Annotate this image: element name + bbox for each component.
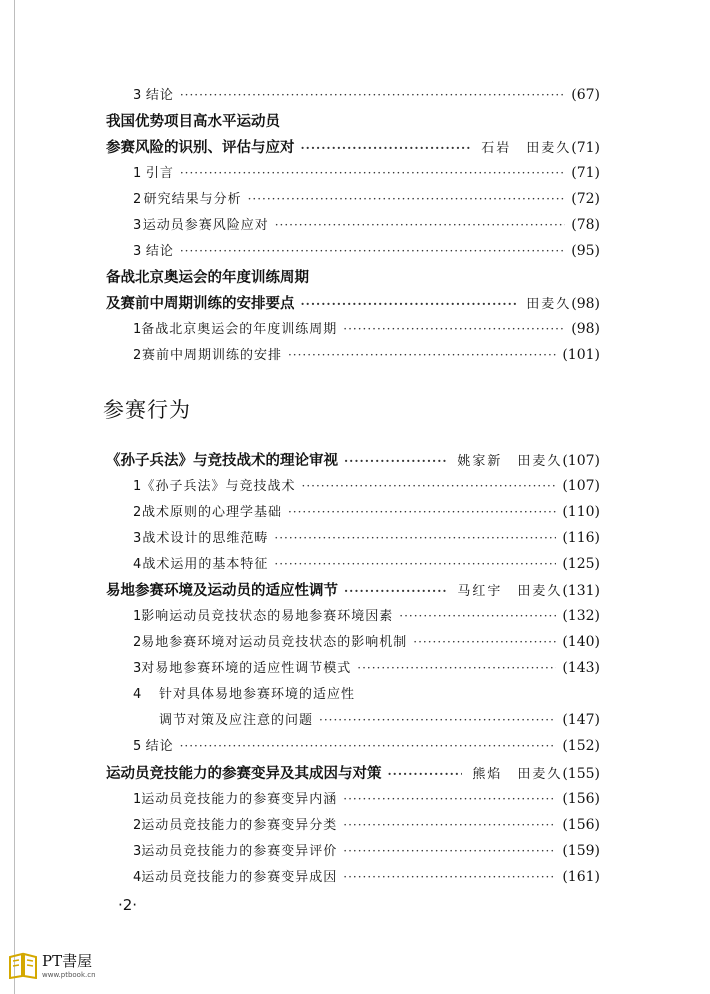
page-ref: (140) [562,634,600,650]
toc-article-entry [106,136,600,157]
page-edge-rule [14,0,15,994]
page-ref: (125) [562,556,600,572]
dot-leader [343,818,556,833]
toc-subentry [133,527,600,546]
dot-leader [343,322,565,337]
toc-article-entry [106,292,600,313]
page-ref: (71) [571,165,600,181]
dot-leader [275,218,566,233]
logo-url: www.ptbook.cn [42,971,96,979]
toc-subentry [133,344,600,363]
article-author: 田麦久 [526,297,572,312]
article-title-line: 我国优势项目高水平运动员 [106,113,280,130]
article-author: 石岩 田麦久 [481,141,572,156]
subentry-number: 4 [133,870,142,885]
subentry-number: 3 [133,88,142,103]
book-icon [8,951,38,979]
dot-leader [288,505,556,520]
toc-subentry [133,814,600,833]
toc-subentry [133,735,600,754]
subentry-number: 3 [133,244,142,259]
toc-subentry [133,788,600,807]
subentry-title: 运动员竞技能力的参赛变异评价 [141,844,338,859]
subentry-title: 战术运用的基本特征 [142,557,269,572]
subentry-number: 3 [133,661,142,676]
page-ref: (156) [562,817,600,833]
subentry-number: 1 [133,792,142,807]
page-ref: (95) [571,243,600,259]
page-ref: (110) [562,504,600,520]
subentry-title: 结论 [145,739,174,754]
subentry-number: 2 [133,348,142,363]
dot-leader [301,295,517,312]
dot-leader [180,166,565,181]
subentry-number: 2 [133,635,142,650]
subentry-number: 3 [133,531,142,546]
dot-leader [288,348,556,363]
toc-article-entry [106,579,600,600]
page-ref: (98) [571,321,600,337]
subentry-title: 针对具体易地参赛环境的适应性 [159,687,356,702]
page-number: ·2· [118,896,138,914]
subentry-title: 赛前中周期训练的安排 [141,348,282,363]
dot-leader [180,88,565,103]
subentry-number: 4 [133,687,142,702]
dot-leader [343,792,556,807]
dot-leader [344,582,447,599]
toc-article-entry [106,449,600,470]
toc-article-entry [106,762,600,783]
toc-subentry [133,240,600,259]
section-heading: 参赛行为 [103,398,191,422]
page-ref: (132) [562,608,600,624]
toc-subentry [133,631,600,650]
page-ref: (161) [562,869,600,885]
subentry-number: 2 [133,192,142,207]
dot-leader [302,479,557,494]
page-ref: (116) [562,530,600,546]
article-title: 易地参赛环境及运动员的适应性调节 [106,582,338,599]
page-ref: (72) [571,191,600,207]
dot-leader [274,557,556,572]
toc-subentry [133,84,600,103]
subentry-title: 对易地参赛环境的适应性调节模式 [141,661,352,676]
dot-leader [357,661,556,676]
dot-leader [388,765,463,782]
toc-subentry-continuation [159,709,600,728]
article-title: 及赛前中周期训练的安排要点 [106,295,295,312]
toc-subentry [133,605,600,624]
article-title: 运动员竞技能力的参赛变异及其成因与对策 [106,765,382,782]
dot-leader [343,844,556,859]
toc-subentry [133,318,600,337]
page-ref: (156) [562,791,600,807]
subentry-title: 易地参赛环境对运动员竞技状态的影响机制 [141,635,408,650]
subentry-title: 结论 [145,244,174,259]
page-ref: (78) [571,217,600,233]
page-ref: (155) [562,766,600,782]
subentry-title: 战术原则的心理学基础 [141,505,282,520]
footer-logo [8,950,96,979]
toc-subentry [133,188,600,207]
subentry-title: 运动员竞技能力的参赛变异内涵 [141,792,338,807]
page-ref: (131) [562,583,600,599]
subentry-title: 运动员参赛风险应对 [142,218,269,233]
dot-leader [399,609,556,624]
page-ref: (147) [562,712,600,728]
dot-leader [180,244,565,259]
subentry-number: 2 [133,505,142,520]
subentry-title: 战术设计的思维范畴 [142,531,269,546]
subentry-number: 1 [133,479,142,494]
page-ref: (67) [571,87,600,103]
toc-subentry [133,475,600,494]
dot-leader [319,713,556,728]
page-ref: (143) [562,660,600,676]
article-author: 马红宇 田麦久 [457,584,563,599]
dot-leader [274,531,556,546]
page-ref: (159) [562,843,600,859]
article-title: 《孙子兵法》与竞技战术的理论审视 [106,452,338,469]
article-author: 熊焰 田麦久 [472,767,563,782]
article-title-line: 备战北京奥运会的年度训练周期 [106,269,309,286]
subentry-title: 《孙子兵法》与竞技战术 [141,479,296,494]
page-ref: (101) [562,347,600,363]
article-author: 姚家新 田麦久 [457,454,563,469]
subentry-title: 调节对策及应注意的问题 [159,713,314,728]
article-title: 参赛风险的识别、评估与应对 [106,139,295,156]
subentry-number: 2 [133,818,142,833]
toc-subentry [133,657,600,676]
page-ref: (71) [571,140,600,156]
dot-leader [248,192,566,207]
subentry-title: 引言 [145,166,174,181]
logo-text: PT書屋 [42,952,93,970]
subentry-title: 影响运动员竞技状态的易地参赛环境因素 [141,609,394,624]
page-ref: (107) [562,453,600,469]
page-ref: (98) [571,296,600,312]
subentry-number: 1 [133,609,142,624]
dot-leader [301,139,472,156]
subentry-number: 5 [133,739,142,754]
subentry-title: 研究结果与分析 [143,192,242,207]
dot-leader [344,452,447,469]
subentry-title: 结论 [145,88,174,103]
subentry-number: 1 [133,322,142,337]
toc-subentry [133,553,600,572]
toc-subentry [133,866,600,885]
subentry-title: 运动员竞技能力的参赛变异分类 [141,818,338,833]
subentry-number: 3 [133,844,142,859]
toc-subentry [133,162,600,181]
subentry-number: 3 [133,218,142,233]
toc-subentry [133,683,600,702]
toc-subentry [133,501,600,520]
toc-subentry [133,840,600,859]
page-ref: (107) [562,478,600,494]
subentry-title: 备战北京奥运会的年度训练周期 [141,322,338,337]
subentry-title: 运动员竞技能力的参赛变异成因 [141,870,338,885]
dot-leader [180,739,557,754]
subentry-number: 1 [133,166,142,181]
subentry-number: 4 [133,557,142,572]
dot-leader [343,870,556,885]
toc-subentry [133,214,600,233]
page-ref: (152) [562,738,600,754]
dot-leader [413,635,556,650]
